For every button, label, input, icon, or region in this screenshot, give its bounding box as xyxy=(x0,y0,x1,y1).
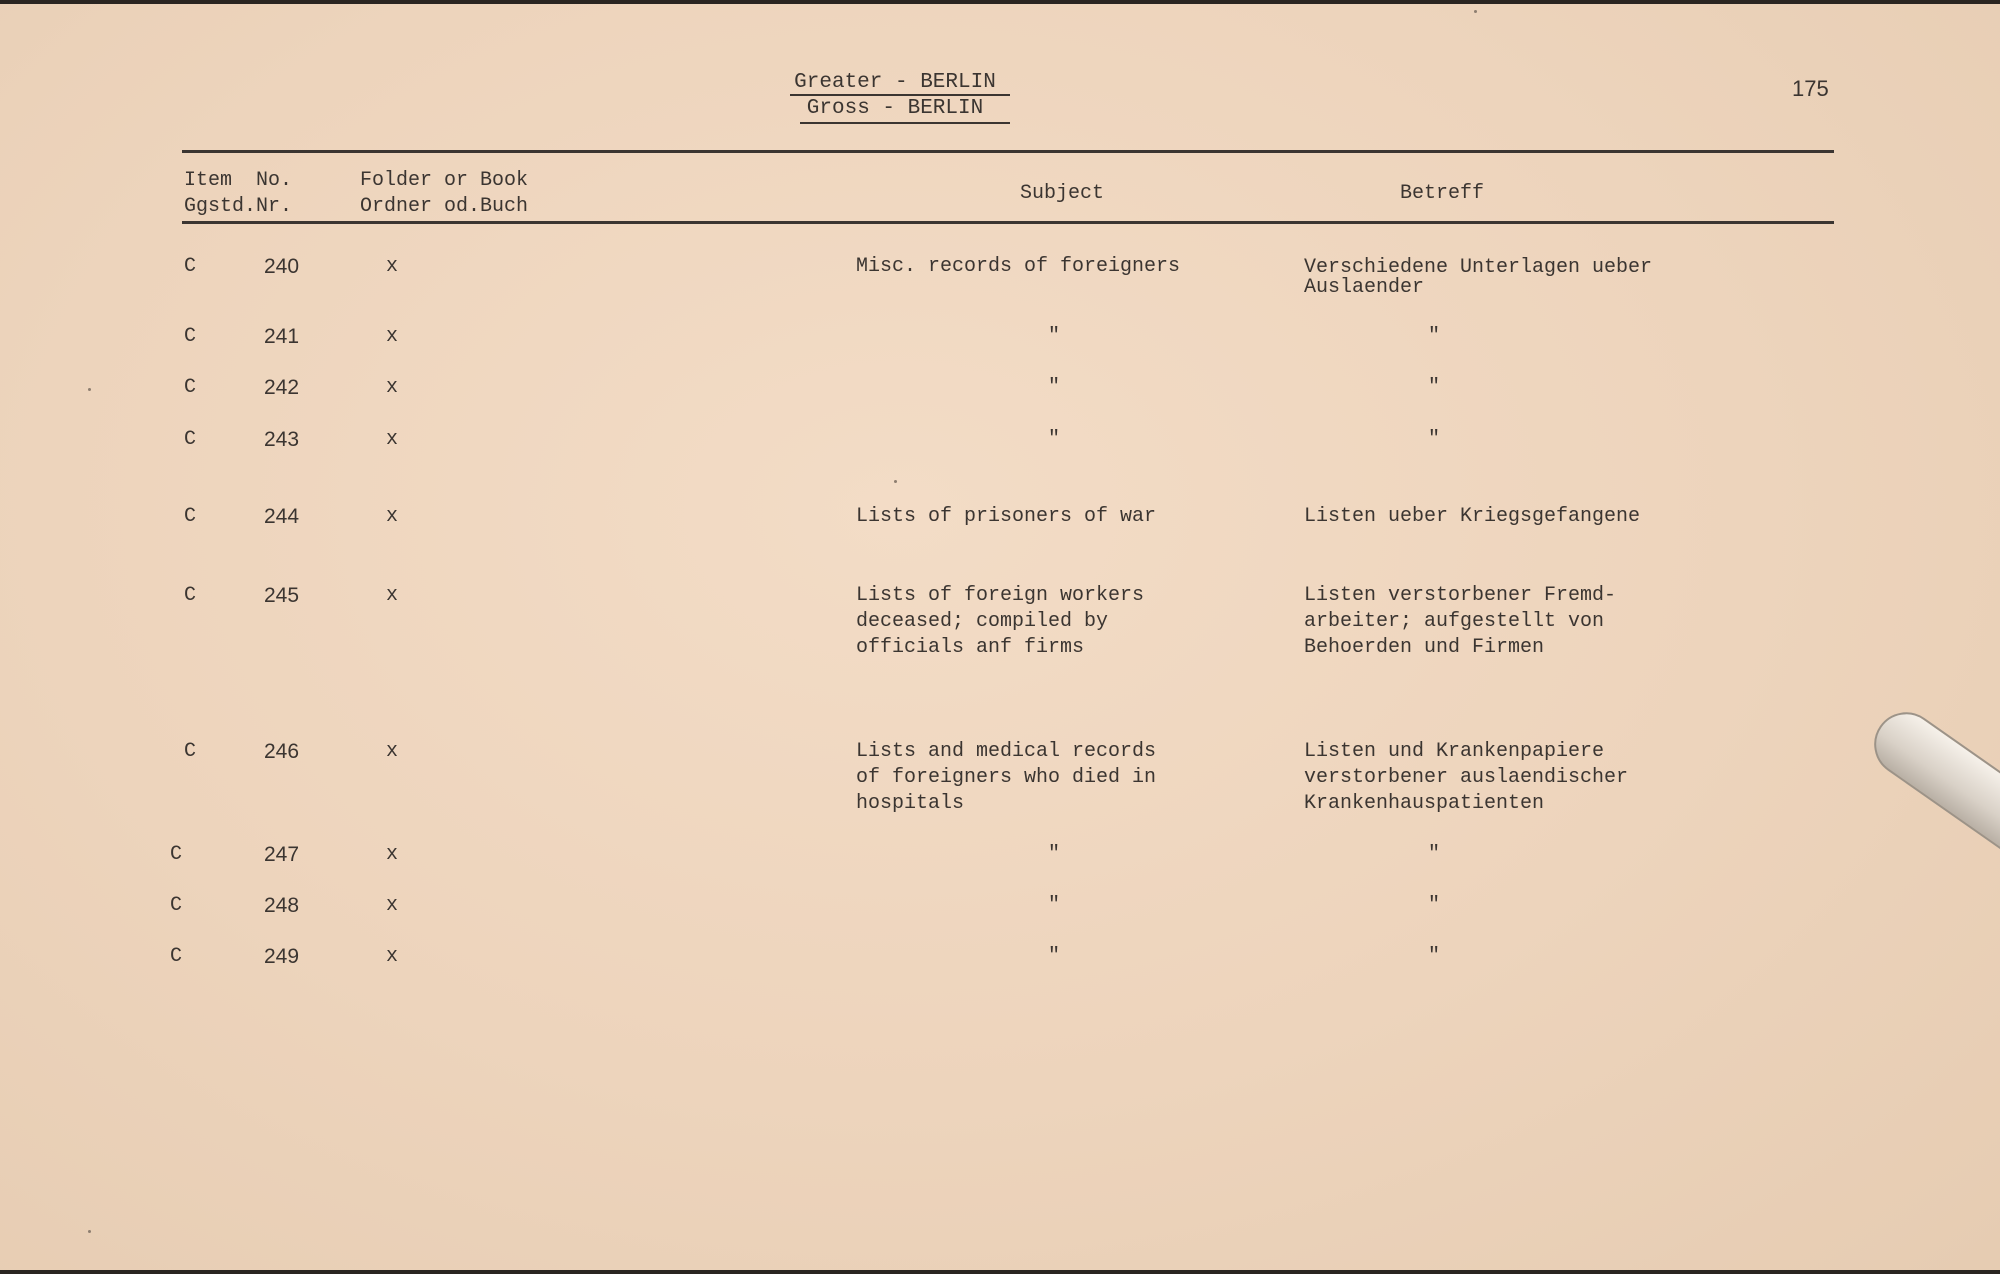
table-row xyxy=(0,254,2000,299)
item-cell: C xyxy=(184,584,197,607)
table-row xyxy=(0,893,2000,917)
folder-cell: x xyxy=(386,325,399,348)
number-cell: 249 xyxy=(264,945,300,968)
ditto-mark: " xyxy=(1048,376,1061,399)
ditto-mark: " xyxy=(1428,894,1441,917)
paper-speck xyxy=(894,480,897,483)
ditto-mark: " xyxy=(1048,325,1061,348)
folder-cell: x xyxy=(386,255,399,278)
folder-cell: x xyxy=(386,376,399,399)
ditto-mark: " xyxy=(1048,843,1061,866)
item-cell: C xyxy=(170,843,183,866)
betreff-cell: Listen und Krankenpapiere verstorbener auslaendischer Krankenhauspatienten xyxy=(1304,740,1629,815)
number-cell: 241 xyxy=(264,325,300,348)
metal-clip xyxy=(1862,700,2000,858)
page-title-english: Greater - BERLIN xyxy=(794,71,996,94)
paper-speck xyxy=(88,1230,91,1233)
ditto-mark: " xyxy=(1048,428,1061,451)
table-row xyxy=(0,375,2000,399)
item-cell: C xyxy=(170,894,183,917)
item-cell: C xyxy=(184,428,197,451)
number-cell: 243 xyxy=(264,428,300,451)
subject-cell: Misc. records of foreigners xyxy=(856,255,1181,278)
column-header-subject: Subject xyxy=(1020,182,1105,205)
table-row xyxy=(0,739,2000,815)
table-row xyxy=(0,842,2000,866)
betreff-cell: Verschiedene Unterlagen ueber Auslaender xyxy=(1304,256,1653,299)
betreff-cell: Listen verstorbener Fremd- arbeiter; aufgestellt von Behoerden und Firmen xyxy=(1304,584,1617,659)
paper-speck xyxy=(88,388,91,391)
ditto-mark: " xyxy=(1048,894,1061,917)
folder-cell: x xyxy=(386,843,399,866)
folder-cell: x xyxy=(386,945,399,968)
folder-cell: x xyxy=(386,505,399,528)
ditto-mark: " xyxy=(1428,945,1441,968)
page-number: 175 xyxy=(1792,76,1829,101)
table-row xyxy=(0,427,2000,451)
table-row xyxy=(0,324,2000,348)
column-header-item-no: Item No. xyxy=(184,169,293,192)
folder-cell: x xyxy=(386,740,399,763)
table-row xyxy=(0,504,2000,528)
ditto-mark: " xyxy=(1048,945,1061,968)
ditto-mark: " xyxy=(1428,843,1441,866)
column-header-ggstd-nr: Ggstd.Nr. xyxy=(184,195,293,218)
scan-border xyxy=(0,1270,2000,1274)
table-row xyxy=(0,583,2000,659)
ditto-mark: " xyxy=(1428,325,1441,348)
subject-cell: Lists and medical records of foreigners who died in hospitals xyxy=(856,740,1157,815)
number-cell: 246 xyxy=(264,740,300,763)
item-cell: C xyxy=(184,325,197,348)
table-header-rule xyxy=(182,221,1834,224)
number-cell: 245 xyxy=(264,584,300,607)
subject-cell: Lists of foreign workers deceased; compiled by officials anf firms xyxy=(856,584,1145,659)
paper-speck xyxy=(1474,10,1477,13)
page-title-german: Gross - BERLIN xyxy=(806,97,984,120)
subject-cell: Lists of prisoners of war xyxy=(856,505,1157,528)
table-top-rule xyxy=(182,150,1834,153)
item-cell: C xyxy=(184,255,197,278)
item-cell: C xyxy=(184,505,197,528)
column-header-ordner-od-buch: Ordner od.Buch xyxy=(360,195,529,218)
table-row xyxy=(0,944,2000,968)
folder-cell: x xyxy=(386,584,399,607)
column-header-betreff: Betreff xyxy=(1400,182,1485,205)
ditto-mark: " xyxy=(1428,376,1441,399)
title-underline xyxy=(800,122,1010,124)
document-page xyxy=(0,4,2000,1270)
item-cell: C xyxy=(184,376,197,399)
number-cell: 248 xyxy=(264,894,300,917)
ditto-mark: " xyxy=(1428,428,1441,451)
number-cell: 240 xyxy=(264,255,300,278)
number-cell: 247 xyxy=(264,843,300,866)
item-cell: C xyxy=(170,945,183,968)
column-header-folder-or-book: Folder or Book xyxy=(360,169,529,192)
item-cell: C xyxy=(184,740,197,763)
number-cell: 242 xyxy=(264,376,300,399)
folder-cell: x xyxy=(386,894,399,917)
folder-cell: x xyxy=(386,428,399,451)
betreff-cell: Listen ueber Kriegsgefangene xyxy=(1304,505,1641,528)
number-cell: 244 xyxy=(264,505,300,528)
